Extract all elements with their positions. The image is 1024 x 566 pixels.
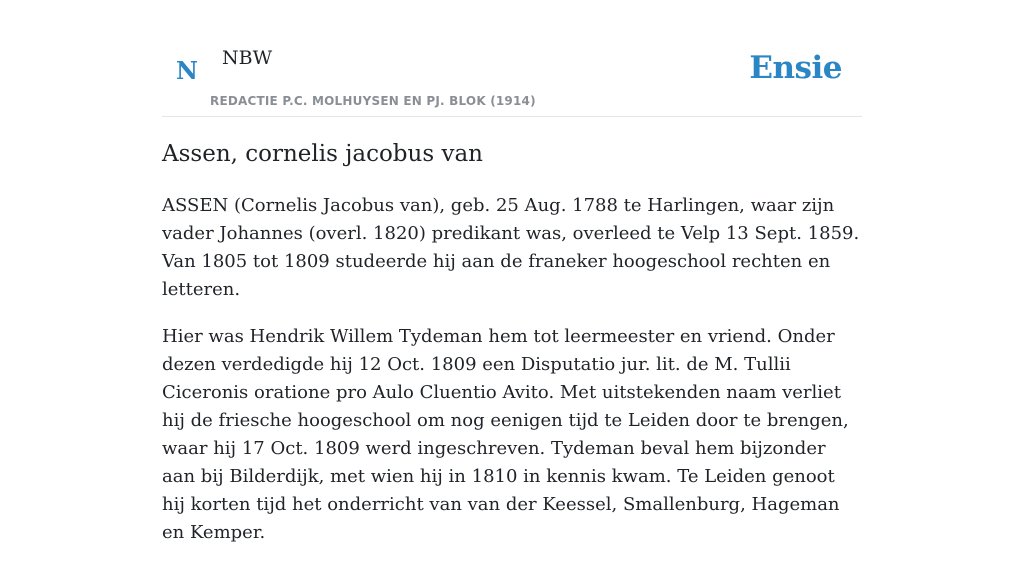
- source-title[interactable]: NBW: [222, 47, 273, 69]
- page-title: Assen, cornelis jacobus van: [162, 141, 483, 167]
- article-content: [162, 138, 862, 566]
- article-paragraph-2: Hier was Hendrik Willem Tydeman hem tot leermeester en vriend. Onder dezen verdedigde hij 12 Oct. 1809 een Disputatio jur. lit. de M. Tullii Ciceronis oratione pro Aulo Cluentio Avito. Met uitstekenden naam verliet hij de friesche hoogeschool om nog eenigen tijd te Leiden door te brengen, waar hij 17 Oct. 1809 werd ingeschreven. Tydeman beval hem bijzonder aan bij Bilderdijk, met wien hij in 1810 in kennis kwam. Te Leiden genoot hij korten tijd het onderricht van van der Keessel, Smallenburg, Hageman en Kemper.: [162, 326, 849, 543]
- source-subtitle: REDACTIE P.C. MOLHUYSEN EN PJ. BLOK (1914): [210, 94, 536, 108]
- ensie-brand-link[interactable]: Ensie: [749, 50, 842, 86]
- source-logo[interactable]: N: [176, 56, 198, 85]
- page-header: [162, 0, 862, 117]
- article-paragraph-1: ASSEN (Cornelis Jacobus van), geb. 25 Aug. 1788 te Harlingen, waar zijn vader Johannes (overl. 1820) predikant was, overleed te Velp 13 Sept. 1859. Van 1805 tot 1809 studeerde hij aan de franeker hoogeschool rechten en letteren.: [162, 195, 860, 300]
